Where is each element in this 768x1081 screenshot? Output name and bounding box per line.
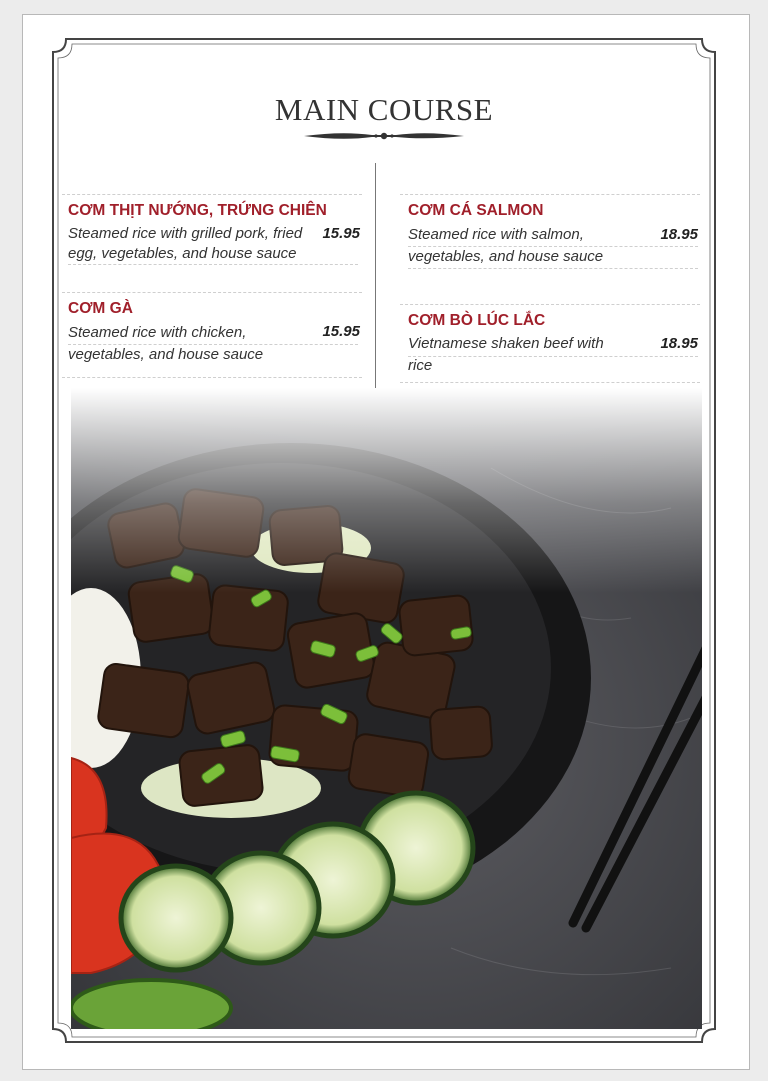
item-price: 15.95 bbox=[322, 225, 360, 242]
item-price: 18.95 bbox=[660, 335, 698, 352]
item-price: 18.95 bbox=[660, 226, 698, 243]
dashed-rule bbox=[68, 344, 358, 345]
dashed-rule bbox=[400, 382, 700, 383]
food-photo-shaken-beef bbox=[71, 388, 702, 1029]
item-name: CƠM BÒ LÚC LẮC bbox=[408, 312, 546, 329]
dashed-rule bbox=[62, 194, 362, 195]
item-name: CƠM CÁ SALMON bbox=[408, 202, 544, 219]
dashed-rule bbox=[62, 292, 362, 293]
item-description: Steamed rice with grilled pork, fried egg, vegetables, and house sauce bbox=[68, 225, 303, 262]
dashed-rule bbox=[408, 268, 698, 269]
dashed-rule bbox=[400, 304, 700, 305]
item-description: Vietnamese shaken beef with rice bbox=[408, 335, 604, 374]
page-title: MAIN COURSE bbox=[274, 92, 494, 127]
dashed-rule bbox=[62, 377, 362, 378]
item-price: 15.95 bbox=[322, 323, 360, 340]
dashed-rule bbox=[408, 246, 698, 247]
title-flourish bbox=[302, 128, 466, 144]
dashed-rule bbox=[408, 356, 698, 357]
item-name: CƠM GÀ bbox=[68, 300, 133, 317]
item-description: Steamed rice with salmon, vegetables, and house sauce bbox=[408, 226, 604, 265]
dashed-rule bbox=[68, 264, 358, 265]
item-name: CƠM THỊT NƯỚNG, TRỨNG CHIÊN bbox=[68, 202, 327, 219]
dashed-rule bbox=[400, 194, 700, 195]
item-description: Steamed rice with chicken, vegetables, and house sauce bbox=[68, 324, 264, 363]
